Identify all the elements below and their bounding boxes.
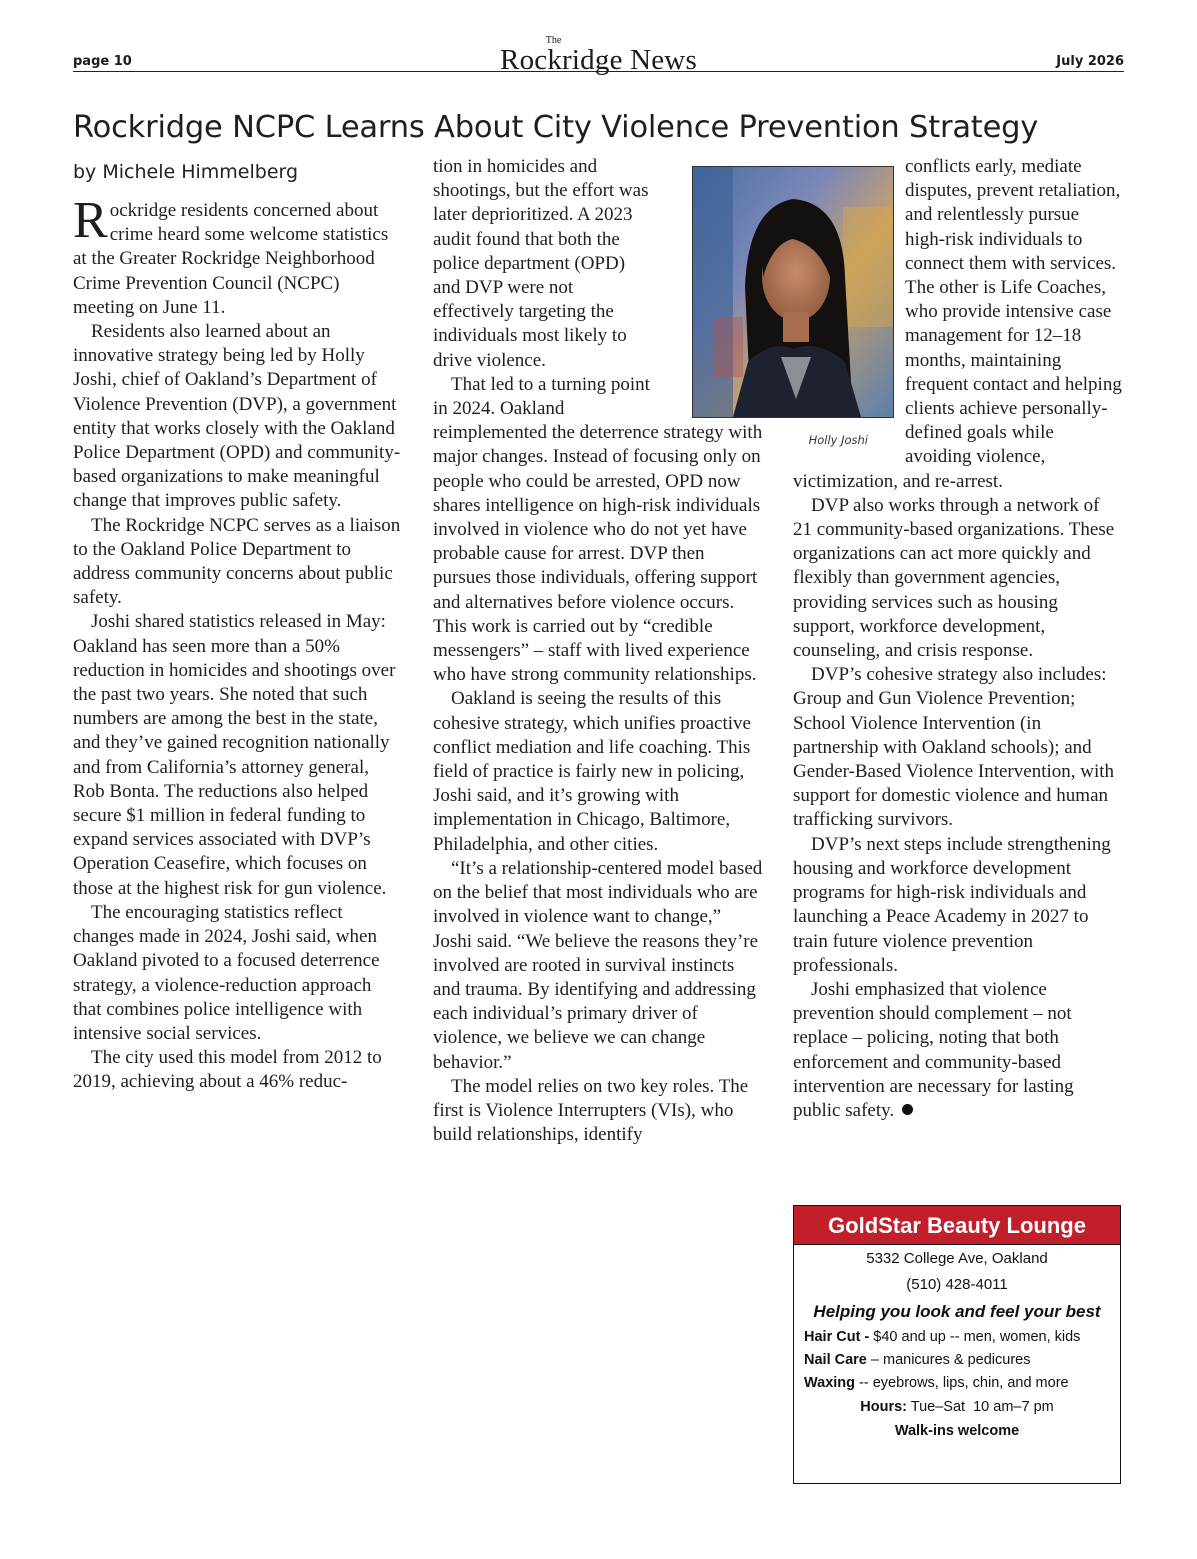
portrait-image	[693, 167, 893, 417]
masthead	[0, 36, 1197, 74]
portrait-photo	[692, 166, 894, 418]
article-headline: Rockridge NCPC Learns About City Violence Prevention Strategy	[73, 110, 1039, 145]
paragraph: tion in homicides and shootings, but the effort was later deprioritized. A 2023 audit found that both the police department (OPD) and DVP were not effectively targeting the individuals most likely to drive violence.	[433, 156, 649, 371]
advertisement	[793, 1205, 1121, 1484]
ad-phone: (510) 428-4011	[906, 1276, 1008, 1293]
drop-cap: R	[73, 192, 108, 249]
paragraph: Rockridge residents concerned about crime heard some welcome statistics at the Greater Rockridge Neighborhood Crime Prevention Council (NCPC) meeting on June 11.	[73, 192, 389, 318]
paragraph: That led to a turning point in 2024. Oakland reimplemented the deterrence strategy with major changes. Instead of focusing only on people who could be arrested, OPD now shares intelligence on high-risk individuals involved in violence who do not yet have probable cause for arrest. DVP then pursues those individuals, offering support and alternatives before violence occurs. This work is carried out by “credible messengers” – staff with lived experience who have strong community relationships.	[433, 373, 763, 686]
paragraph: Joshi shared statistics released in May: Oakland has seen more than a 50% reduction in homicides and shootings over the past two years. She noted that such numbers are among the best in the state, and they’ve gained recognition nationally and from California’s attorney general, Rob Bonta. The reductions also helped secure $1 million in federal funding to expand services associated with DVP’s Operation Ceasefire, which focuses on those at the highest risk for gun violence.	[73, 611, 396, 899]
masthead-name: Rockridge News	[500, 44, 697, 76]
paragraph: DVP’s next steps include strengthening housing and workforce development programs for high-risk individuals and launching a Peace Academy in 2027 to train future violence prevention professionals.	[793, 833, 1111, 976]
ad-service-waxing: Waxing -- eyebrows, lips, chin, and more	[804, 1375, 1069, 1391]
issue-date: July 2026	[1056, 54, 1124, 69]
page-number: page 10	[73, 54, 132, 69]
paragraph: Residents also learned about an innovative strategy being led by Holly Joshi, chief of Oakland’s Department of Violence Prevention (DVP), a government entity that works closely with the Oakland Police Department (OPD) and community-based organizations to make meaningful change that improves public safety.	[73, 321, 401, 512]
paragraph: The Rockridge NCPC serves as a liaison to the Oakland Police Department to address community concerns about public safety.	[73, 514, 401, 609]
paragraph: Joshi emphasized that violence prevention should complement – not replace – policing, noting that both enforcement and community-based intervention are necessary for lasting public safety.	[793, 978, 1074, 1121]
paragraph: “It’s a relationship-centered model based on the belief that most individuals who are involved in violence want to change,” Joshi said. “We believe the reasons they’re involved are rooted in survival instincts and trauma. By identifying and addressing each individual’s primary driver of violence, we believe we can change behavior.”	[433, 857, 763, 1073]
ad-tagline: Helping you look and feel your best	[813, 1302, 1101, 1321]
ad-walkins: Walk-ins welcome	[894, 1423, 1020, 1439]
paragraph: The encouraging statistics reflect changes made in 2024, Joshi said, when Oakland pivoted to a focused deterrence strategy, a violence-reduction approach that combines police intelligence with intensive social services.	[73, 901, 380, 1044]
paragraph: The city used this model from 2012 to 2019, achieving about a 46% reduc-	[73, 1047, 382, 1093]
masthead-the: The	[545, 35, 562, 46]
article-byline: by Michele Himmelberg	[73, 161, 299, 183]
ad-title: GoldStar Beauty Lounge	[794, 1206, 1120, 1245]
ad-hours: Hours: Tue–Sat 10 am–7 pm	[860, 1399, 1054, 1415]
ad-service-nailcare: Nail Care – manicures & pedicures	[804, 1352, 1031, 1368]
paragraph: DVP also works through a network of 21 community-based organizations. These organizations can act more quickly and flexibly than government agencies, providing services such as housing support, workforce development, counseling, and crisis response.	[793, 494, 1115, 662]
ad-service-haircut: Hair Cut - $40 and up -- men, women, kids	[804, 1329, 1081, 1345]
paragraph: Oakland is seeing the results of this cohesive strategy, which unifies proactive conflict mediation and life coaching. This field of practice is fairly new in policing, Joshi said, and it’s growing with implementation in Chicago, Baltimore, Philadelphia, and other cities.	[433, 688, 751, 855]
ad-address: 5332 College Ave, Oakland	[866, 1250, 1048, 1267]
paragraph: The model relies on two key roles. The first is Violence Interrupters (VIs), who build relationships, identify	[433, 1075, 749, 1146]
photo-caption: Holly Joshi	[808, 433, 868, 447]
header-rule	[73, 71, 1124, 72]
end-mark-icon	[902, 1104, 913, 1115]
article-column-1	[73, 192, 403, 1095]
paragraph: DVP’s cohesive strategy also includes: Group and Gun Violence Prevention; School Violence Intervention (in partnership with Oakland schools); and Gender-Based Violence Intervention, with support for domestic violence and human trafficking survivors.	[793, 664, 1115, 831]
paragraph: conflicts early, mediate disputes, prevent retaliation, and relentlessly pursue high-risk individuals to connect them with services. The other is Life Coaches, who provide intensive case management for 12–18 months, maintaining frequent contact and helping clients achieve personally-defined goals while avoiding violence, victimization, and re-arrest.	[793, 156, 1122, 492]
